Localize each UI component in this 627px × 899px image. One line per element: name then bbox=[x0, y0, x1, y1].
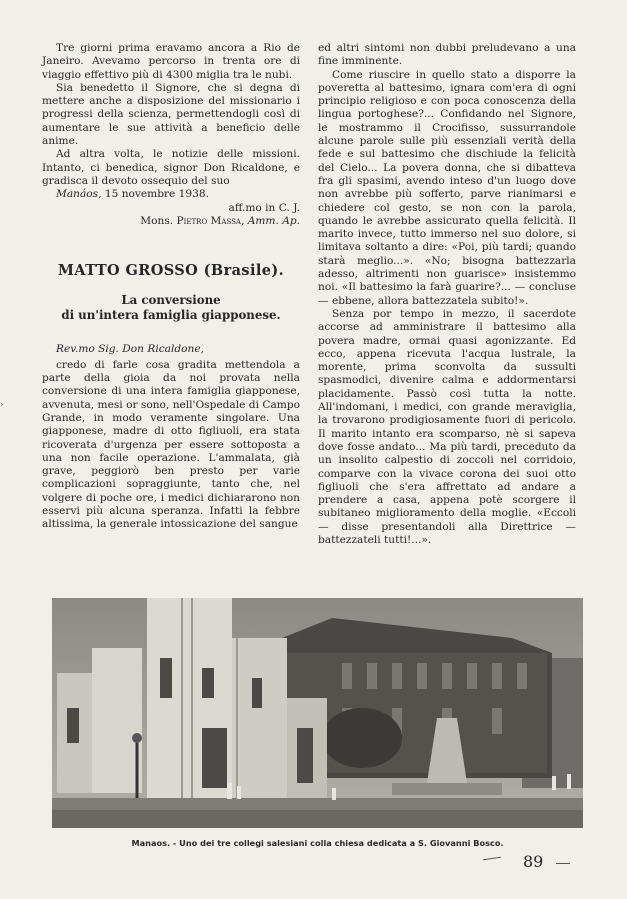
article-title bbox=[42, 293, 300, 323]
letter-date bbox=[42, 188, 300, 201]
signature-prefix: Mons. bbox=[140, 214, 177, 227]
photograph bbox=[52, 598, 583, 828]
decorative-dash bbox=[556, 863, 570, 864]
signature-name: Pietro Massa bbox=[176, 214, 241, 227]
decorative-dash bbox=[483, 857, 501, 860]
section-heading: MATTO GROSSO (Brasile). bbox=[57, 262, 285, 280]
signature-title: , Amm. Ap. bbox=[240, 214, 300, 227]
margin-mark: › bbox=[0, 400, 4, 410]
paragraph: Tre giorni prima eravamo ancora a Rio de Janeiro. Avevamo percorso in trenta ore di viaggio effettivo più di 4300 miglia tra le nubi. bbox=[42, 42, 300, 81]
right-column bbox=[318, 42, 576, 547]
paragraph: credo di farle cosa gradita mettendola a parte della gioia da noi provata nella conversione di una intera famiglia giapponese, avvenuta, mesi or sono, nell'Ospedale di Campo Grande, in modo veramente singolare. Una giapponese, madre di otto figliuoli, era stata ricoverata d'urgenza per essere sottoposta a una non facile operazione. L'ammalata, già grave, peggiorò ben presto per varie complicazioni sopraggiunte, tanto che, nel volgere di poche ore, i medici dichiararono non esservi più alcuna speranza. Infatti la febbre altissima, la generale intossicazione del sangue bbox=[42, 358, 300, 531]
date-value: 15 novembre 1938. bbox=[101, 188, 210, 201]
paragraph: Ad altra volta, le notizie delle missioni. Intanto, ci benedica, signor Don Ricaldone, e gradisca il devoto ossequio del suo bbox=[42, 148, 300, 187]
date-place: Manáos, bbox=[56, 188, 102, 201]
signature-closing: aff.mo in C. J. bbox=[228, 201, 300, 214]
paragraph: Sia benedetto il Signore, che si degna di mettere anche a disposizione del missionario i progressi della scienza, permettendogli così di aumentare le sue attività a beneficio delle anime. bbox=[42, 81, 300, 148]
article-title-line: La conversione bbox=[121, 293, 221, 308]
college-building-photo bbox=[52, 598, 583, 828]
paragraph: Come riuscire in quello stato a disporre la poveretta al battesimo, ignara com'era di ogni principio religioso e con poca conoscenza della lingua portoghese?... Confidando nel Signore, le mostrammo il Crocifisso, sussurrandole alcune parole sulle più essenziali verità della fede e sul battesimo che dischiude la felicità del Cielo... La povera donna, che si dibatteva fra gli spasimi, avendo inteso d'un luogo dove non avrebbe più sofferto, parve rianimarsi e chiedere col gesto, se non con la parola, quando le avrebbe assicurato quella felicità. Il marito invece, tutto immerso nel suo dolore, si limitava soltanto a dire: «Poi, più tardi; quando starà meglio...». «No; bisogna battezzarla adesso, altrimenti non guarisce» insistemmo noi. «Il battesimo la farà guarire?... — concluse — ebbene, allora battezzatela subito!». bbox=[318, 68, 576, 307]
page-number: 89 bbox=[523, 852, 544, 871]
paragraph: Senza por tempo in mezzo, il sacerdote accorse ad amministrare il battesimo alla povera madre, ormai quasi agonizzante. Ed ecco, appena ricevuta l'acqua lustrale, la morente, prima sconvolta da sussulti spasmodici, divenire calma e addormentarsi placidamente. Passò così tutta la notte. All'indomani, i medici, con grande meraviglia, la trovarono prodigiosamente fuori di pericolo. Il marito intanto era scomparso, nè si sapeva dove fosse andato... Ma più tardi, preceduto da un insolito calpestio di zoccoli nel corridoio, comparve con la vivace corona dei suoi otto figliuoli che s'era affrettato ad andare a prendere a casa, appena potè scorgere il subitaneo miglioramento della moglie. «Eccoli — disse presentandoli alla Direttrice — battezzateli tutti!...». bbox=[318, 307, 576, 546]
signature bbox=[42, 215, 300, 228]
left-column bbox=[42, 42, 300, 532]
paragraph: ed altri sintomi non dubbi preludevano a una fine imminente. bbox=[318, 42, 576, 68]
photo-caption: Manaos. - Uno dei tre collegi salesiani colla chiesa dedicata a S. Giovanni Bosco. bbox=[131, 838, 504, 848]
salutation: Rev.mo Sig. Don Ricaldone, bbox=[56, 343, 204, 356]
article-title-line: di un'intera famiglia giapponese. bbox=[61, 308, 281, 323]
